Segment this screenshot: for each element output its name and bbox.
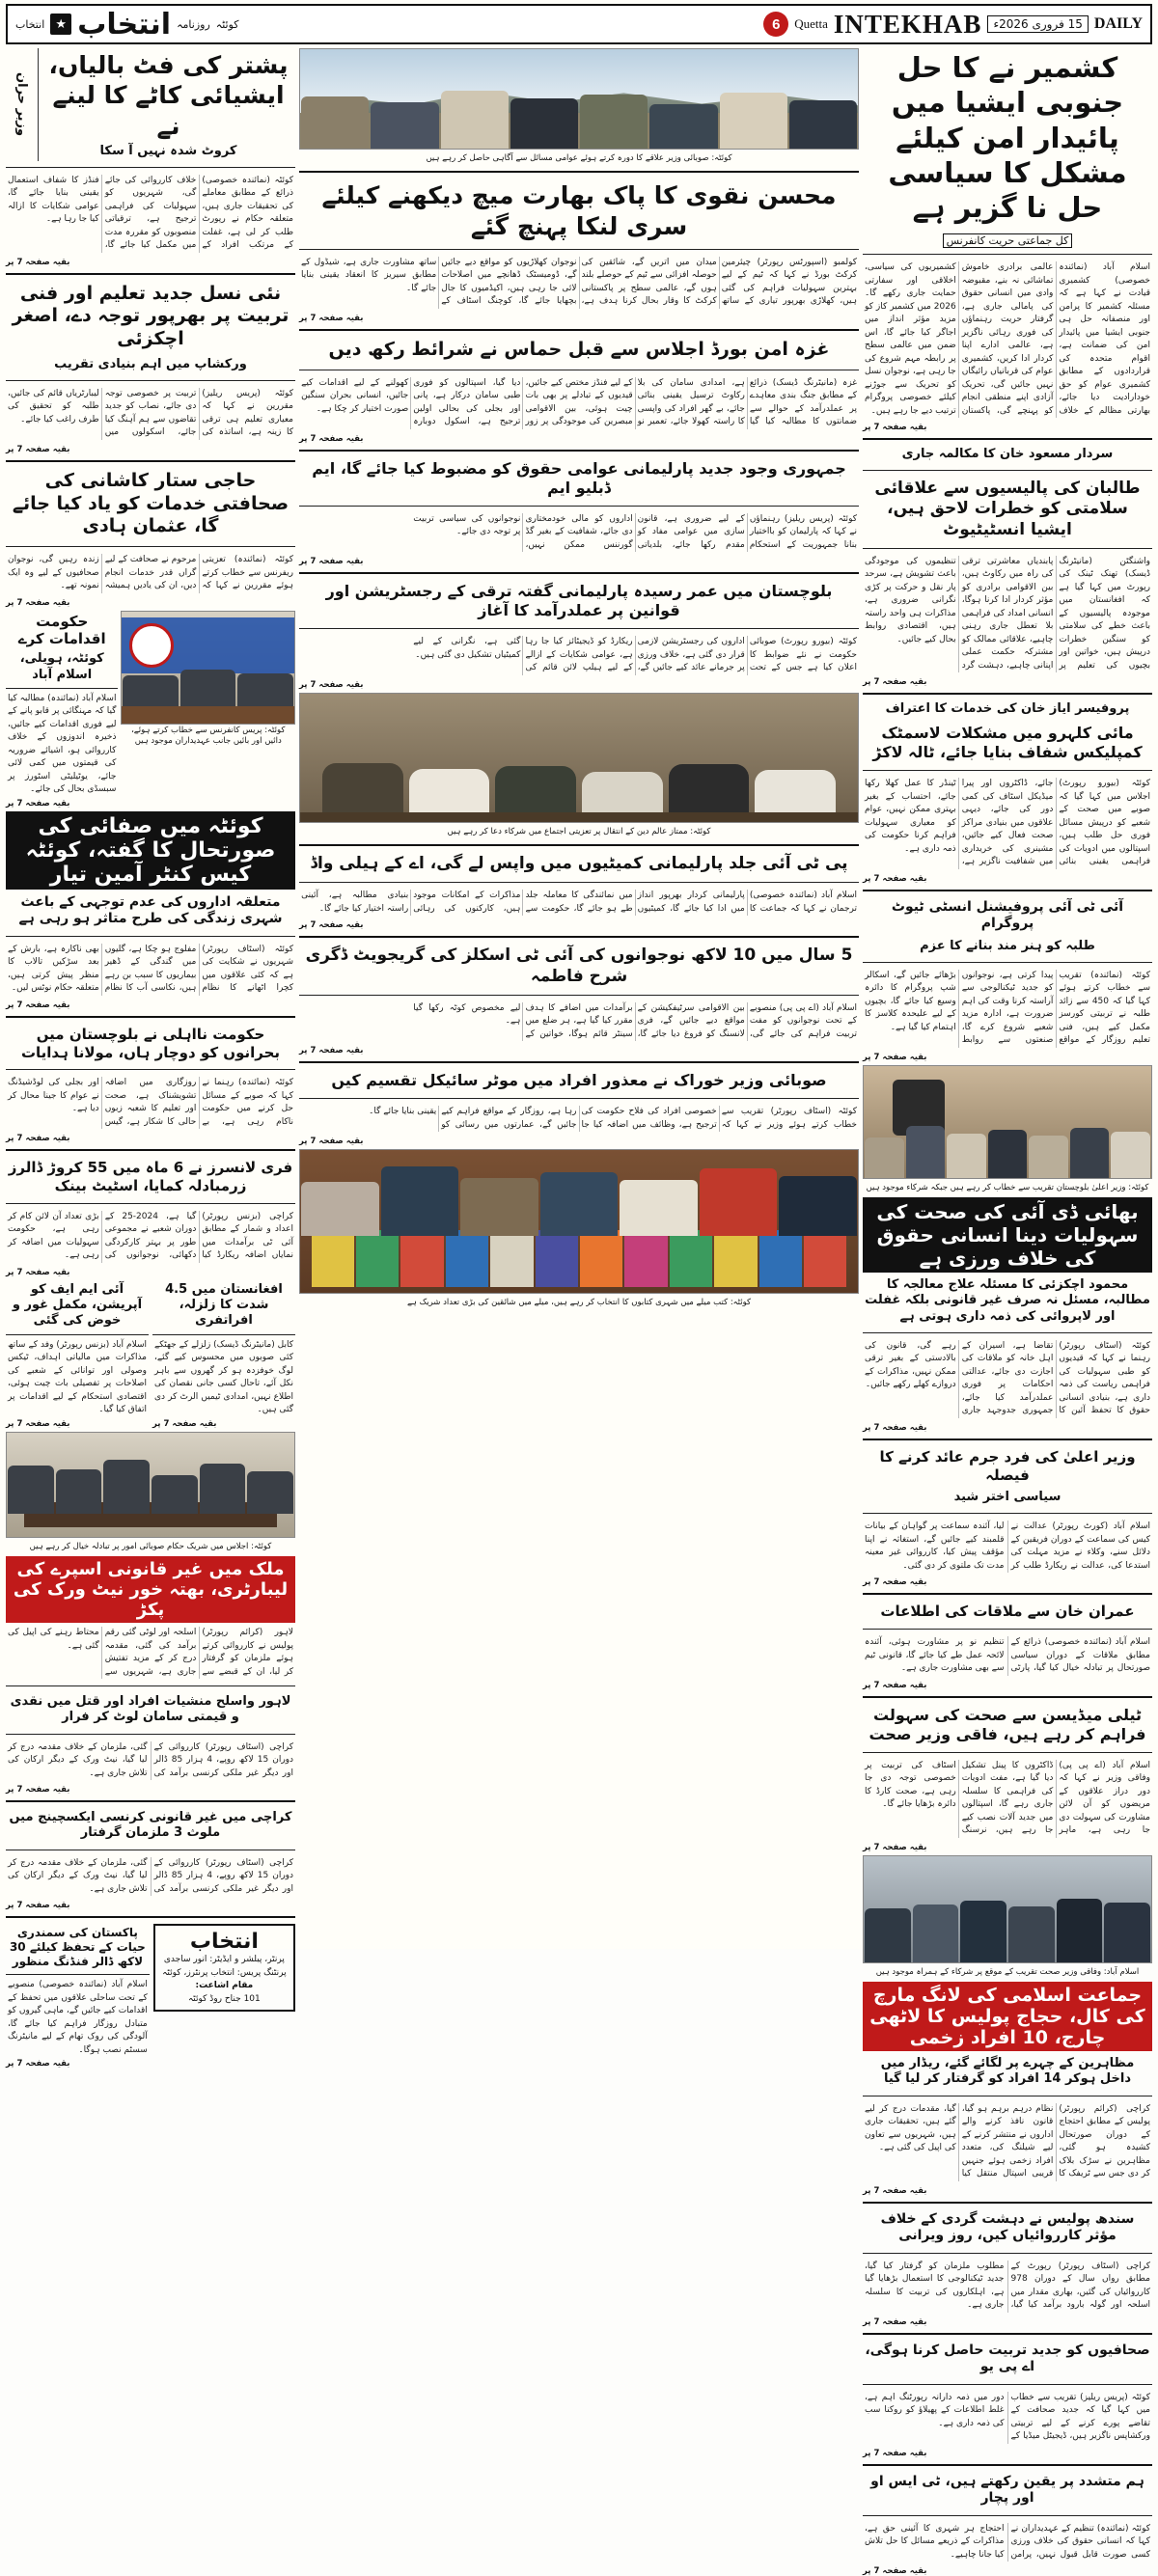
right-item4-body: کوئٹہ (نمائندہ) تقریب سے خطاب کرتے ہوئے کہا گیا کہ 450 سے زائد طلبہ نے تربیتی کورسز مکمل کیے ہیں، فنی تعلیم روزگار کے مواقع پیدا کرتی ہے، نوجوانوں کو جدید ٹیکنالوجی سے آراستہ کرنا وقت کی اہم ضرورت ہے، ادارہ مزید شعبے شروع کرے گا، صنعتوں سے روابط بڑھائے جائیں گے، اسکالر شپ پروگرام کا دائرہ وسیع کیا جائے گا، بچیوں کے لیے علیحدہ کلاسز کا اہتمام کیا گیا ہے۔ [865, 970, 1150, 1046]
center-item6-body: اسلام آباد (اے پی پی) منصوبے کے تحت نوجوانوں کو مفت تربیت فراہم کی جائے گی، بین الاقوامی سرٹیفکیشن کے مواقع دیے جائیں گے، فری لانسنگ کو فروغ دیا جائے گا، برآمدات میں اضافے کا ہدف مقرر کیا گیا ہے، ہر ضلع میں سینٹر قائم ہوگا، خواتین کے لیے مخصوص کوٹہ رکھا گیا ہے۔ [413, 1002, 857, 1039]
left-item2-headline: نئی نسل جدید تعلیم اور فنی تربیت پر بھرپور توجہ دے، اصغر اچکزئی [12, 282, 290, 350]
right-item2-body: واشنگٹن (مانیٹرنگ ڈیسک) تھنک ٹینک کی رپورٹ میں کہا گیا ہے کہ افغانستان میں موجودہ پالیسیوں کے باعث خطے کی سلامتی کو سنگین خطرات درپیش ہیں، خواتین اور بچیوں کی تعلیم پر پابندیاں معاشرتی ترقی کی راہ میں رکاوٹ ہیں، بین الاقوامی برادری کو مؤثر کردار ادا کرنا ہوگا، انسانی امداد کی فراہمی بلا تعطل جاری رہنی چاہیے، علاقائی ممالک کو مشترکہ حکمت عملی اپنانی چاہیے، دہشت گرد تنظیموں کی موجودگی باعث تشویش ہے، سرحد پار نقل و حرکت پر کڑی نگرانی ضروری ہے، مذاکرات ہی واحد راستہ ہیں، اقتصادی روابط بحال کیے جائیں۔ [865, 556, 1150, 671]
center-item5-tag: بقیہ صفحہ 7 پر [299, 920, 364, 931]
masthead-logo-urdu-small: انتخاب [15, 17, 45, 31]
masthead-urdu-title: انتخاب [77, 7, 172, 41]
left-lead-headline: پشتر کی فٹ بالیاں، ایشیائی کاٹے کا لینے نے [48, 51, 289, 140]
center-lead-body: کولمبو (اسپورٹس رپورٹر) چیئرمین کرکٹ بورڈ نے کہا کہ ٹیم کے لیے بہترین سہولیات فراہم کی گئی ہیں، کھلاڑی بھرپور تیاری کے ساتھ میدان میں اتریں گے، شائقین کی حوصلہ افزائی سے ٹیم کے حوصلے بلند ہوں گے، عالمی سطح پر پاکستانی کرکٹ کا وقار بحال کرنا ہدف ہے، نوجوان کھلاڑیوں کو مواقع دیے جائیں گے، ڈومیسٹک ڈھانچے میں اصلاحات لائی جا رہی ہیں، اکیڈمیوں کا جال بچھایا جائے گا، کوچنگ اسٹاف کے ساتھ مشاورت جاری ہے، شیڈول کے مطابق سیریز کا انعقاد یقینی بنایا جائے گا۔ [301, 257, 857, 307]
right-item3-tag: بقیہ صفحہ 7 پر [863, 873, 927, 884]
right-lead-headline: کشمیر نے کا حل جنوبی ایشیا میں پائیدار امن کیلئے مشکل کا سیاسی حل نا گزیر ہے [888, 51, 1127, 224]
center-item4-body: کوئٹہ (بیورو رپورٹ) صوبائی حکومت نے نئے ضوابط کا اعلان کیا ہے جس کے تحت اداروں کی رجسٹریشن لازمی قرار دی گئی ہے، خلاف ورزی پر جرمانے عائد کیے جائیں گے، ریکارڈ کو ڈیجیٹائز کیا جا رہا ہے، عوامی شکایات کے ازالے کے لیے ہیلپ لائن قائم کی گئی ہے، نگرانی کے لیے کمیٹیاں تشکیل دی گئی ہیں۔ [413, 637, 857, 673]
left-item11-body: کراچی (اسٹاف رپورٹر) کارروائی کے دوران 15 لاکھ روپے، 4 ہزار 85 ڈالر اور دیگر غیر ملکی کرنسی برآمد کی گئی، ملزمان کے خلاف مقدمہ درج کر لیا گیا، نیٹ ورک کے دیگر ارکان کی تلاش جاری ہے۔ [8, 1857, 294, 1894]
right-item3-headline: مائی کلہرو میں مشکلات لاسمٹک کمپلیکس شفاف بنایا جائے، ٹالہ لاکڑ [872, 724, 1143, 762]
left-item4-sub: کوئٹہ، ہویلی، اسلام آباد [19, 651, 104, 682]
center-item2-tag: بقیہ صفحہ 7 پر [299, 433, 364, 444]
left-item6-body: کوئٹہ (نمائندہ) رہنما نے کہا کہ صوبے کے مسائل حل کرنے میں حکومت ناکام رہی ہے، بے روزگاری میں اضافہ تشویشناک ہے، صحت اور تعلیم کا شعبہ زبوں حالی کا شکار ہے، گیس اور بجلی کی لوڈشیڈنگ نے عوام کا جینا محال کر دیا ہے۔ [8, 1078, 293, 1127]
left-item5-headline: متعلقہ اداروں کی عدم توجہی کے باعث شہری زندگی کی طرح متاثر ہو رہی ہے [18, 893, 283, 927]
left-photo2-caption: کوئٹہ: اجلاس میں شریک حکام صوبائی امور پر تبادلہ خیال کر رہے ہیں [29, 1541, 272, 1551]
right-item12-tag: بقیہ صفحہ 7 پر [863, 2566, 927, 2576]
left-item9-tag: بقیہ صفحہ 7 پر [6, 1418, 70, 1429]
center-item5-body: اسلام آباد (نمائندہ خصوصی) ترجمان نے کہا کہ جماعت کا پارلیمانی کردار بھرپور انداز میں ادا کیا جائے گا، کمیٹیوں میں نمائندگی کا معاملہ جلد طے ہو جائے گا، حکومت سے مذاکرات کے امکانات موجود ہیں، کارکنوں کی رہائی بنیادی مطالبہ ہے، آئینی راستہ اختیار کیا جائے گا۔ [301, 891, 857, 914]
right-item2-headline: طالبان کی پالیسیوں سے علاقائی سلامتی کو خطرات لاحق ہیں، ایشیا انسٹیٹیوٹ [874, 479, 1141, 539]
masthead-english-title: INTEKHAB [833, 9, 982, 39]
right-item5-tag: بقیہ صفحہ 7 پر [863, 1422, 927, 1433]
right-item6-tag: بقیہ صفحہ 7 پر [863, 1577, 927, 1588]
right-item11-body: کوئٹہ (پریس ریلیز) تقریب سے خطاب میں کہا گیا کہ جدید صحافت کے تقاضے پورے کرنے کے لیے تربیتی ورکشاپس ناگزیر ہیں، ڈیجیٹل میڈیا کے دور میں ذمہ دارانہ رپورٹنگ اہم ہے، غلط اطلاعات کے پھیلاؤ کو روکنا سب کی ذمہ داری ہے۔ [865, 2392, 1150, 2441]
center-item2-headline: غزہ امن بورڈ اجلاس سے قبل حماس نے شرائط رکھ دیں [328, 338, 830, 360]
left-item5-tag: بقیہ صفحہ 7 پر [6, 1000, 70, 1010]
left-item10-headline: لاہور واسلح منشیات افراد اور قتل میں نقدی و قیمتی سامان لوٹ کر فرار [10, 1694, 291, 1725]
right-item2-tag: بقیہ صفحہ 7 پر [863, 677, 927, 688]
left-item2-sub: ورکشاپ میں اہم بنیادی تقریب [54, 356, 247, 371]
left-item7-tag: بقیہ صفحہ 7 پر [6, 1267, 70, 1277]
right-band-headline: بھائی ڈی آئی کی صحت کی سہولیات دینا انسانی حقوق کی خلاف ورزی ہے [863, 1197, 1152, 1273]
center-item3-tag: بقیہ صفحہ 7 پر [299, 557, 364, 567]
page-number-badge: 6 [763, 12, 788, 37]
left-item8-headline: افغانستان میں 4.5 شدت کا زلزلہ، افراتفری [165, 1281, 283, 1329]
left-item10-body: کراچی (اسٹاف رپورٹر) کارروائی کے دوران 15 لاکھ روپے، 4 ہزار 85 ڈالر اور دیگر غیر ملکی کرنسی برآمد کی گئی، ملزمان کے خلاف مقدمہ درج کر لیا گیا، نیٹ ورک کے دیگر ارکان کی تلاش جاری ہے۔ [8, 1741, 294, 1778]
left-item5-body: کوئٹہ (اسٹاف رپورٹر) شہریوں نے شکایت کی ہے کہ کئی علاقوں میں کچرا اٹھانے کا نظام مفلوج ہو چکا ہے، گلیوں میں گندگی کے ڈھیر بیماریوں کا سبب بن رہے ہیں، نکاسی آب کا نظام بھی ناکارہ ہے، بارش کے بعد سڑکیں تالاب کا منظر پیش کرتی ہیں، متعلقہ حکام نوٹس لیں۔ [8, 944, 293, 994]
right-item9-body: کراچی (کرائم رپورٹر) پولیس کے مطابق احتجاج کے دوران صورتحال کشیدہ ہو گئی، مظاہرین نے سڑک بلاک کر دی جس سے ٹریفک کا نظام درہم برہم ہو گیا، قانون نافذ کرنے والے اداروں نے منتشر کرنے کے لیے شیلنگ کی، متعدد افراد زخمی ہوئے جنہیں قریبی اسپتال منتقل کیا گیا، مقدمات درج کر لیے گئے ہیں، تحقیقات جاری ہیں، شہریوں سے تعاون کی اپیل کی گئی ہے۔ [865, 2103, 1150, 2179]
left-band2-lead-body: لاہور (کرائم رپورٹر) پولیس نے کارروائی کرتے ہوئے ملزمان کو گرفتار کر لیا، ان کے قبضے سے اسلحہ اور لوٹی گئی رقم برآمد کی گئی، مقدمہ درج کر کے مزید تفتیش جاری ہے، شہریوں سے محتاط رہنے کی اپیل کی گئی ہے۔ [8, 1628, 293, 1677]
left-item7-body: کراچی (بزنس رپورٹر) اعداد و شمار کے مطابق آئی ٹی برآمدات میں نمایاں اضافہ ریکارڈ کیا گیا ہے، 2024-25 کے دوران شعبے نے مجموعی طور پر بہتر کارکردگی دکھائی، نوجوانوں کی بڑی تعداد آن لائن کام کر رہی ہے، حکومت سہولیات میں اضافہ کر رہی ہے۔ [8, 1211, 293, 1261]
left-item3-headline: حاجی ستار کاشانی کی صحافتی خدمات کو یاد کیا جائے گا، عثمان ہادی [12, 469, 290, 537]
left-photo-meeting [6, 1432, 295, 1538]
star-icon: ★ [50, 14, 71, 35]
right-lead-kicker: کل جماعتی حریت کانفرنس [943, 233, 1073, 248]
right-item3-sub: پروفیسر ایاز خان کی خدمات کا اعتراف [885, 701, 1130, 717]
center-photo-gathering [299, 693, 859, 823]
left-item2-body: کوئٹہ (پریس ریلیز) مقررین نے کہا کہ معیاری تعلیم ہی ترقی کا زینہ ہے، اساتذہ کی تربیت پر خصوصی توجہ دی جائے، نصاب کو جدید تقاضوں سے ہم آہنگ کیا جائے، اسکولوں میں لیبارٹریاں قائم کی جائیں، طلبہ کو تحقیق کی طرف راغب کیا جائے۔ [8, 388, 293, 438]
left-item7-headline: فری لانسرز نے 6 ماہ میں 55 کروڑ ڈالرز زرمبادلہ کمایا، اسٹیٹ بینک [8, 1159, 293, 1195]
column-left [6, 48, 295, 2576]
masthead-city-urdu: کوئٹہ [215, 17, 239, 31]
center-item4-headline: بلوچستان میں عمر رسیدہ پارلیمانی گفتہ ترقی کے رجسٹریشن اور قوانین پر عملدرآمد کا آغاز [325, 582, 833, 620]
right-item8-headline: ٹیلی میڈیسن سے صحت کی سہولت فراہم کر رہے ہیں، فاقی وزیر صحت [868, 1705, 1146, 1743]
left-item3-tag: بقیہ صفحہ 7 پر [6, 597, 70, 608]
masthead [6, 4, 1152, 44]
masthead-right-block [15, 8, 239, 41]
center-item4-tag: بقیہ صفحہ 7 پر [299, 679, 364, 690]
center-photo2-caption: کوئٹہ: ممتاز عالم دین کے انتقال پر تعزیتی اجتماع میں شرکاء دعا کر رہے ہیں [447, 826, 711, 836]
masthead-city-en: Quetta [794, 16, 828, 31]
right-item5-headline: محمود اچکزئی کا مسئلہ علاج معالجہ کا مطالبہ، مسئل نہ صرف غیر قانونی بلکہ غفلت اور لاپروائی کی ذمہ داری ہوتی ہے [865, 1277, 1150, 1324]
left-item9-body: اسلام آباد (بزنس رپورٹر) وفد کے ساتھ مذاکرات میں مالیاتی اہداف، ٹیکس وصولی اور توانائی کے شعبے کی اصلاحات پر تفصیلی بات چیت ہوئی، اقتصادی استحکام کے لیے اقدامات پر اتفاق کیا گیا۔ [8, 1339, 147, 1415]
right-item5-body: کوئٹہ (اسٹاف رپورٹر) رہنما نے کہا کہ قیدیوں کو طبی سہولیات کی فراہمی ریاست کی ذمہ داری ہے، بنیادی انسانی حقوق کا تحفظ آئین کا تقاضا ہے، اسیران کے اہل خانہ کو ملاقات کی اجازت دی جائے، عدالتی احکامات پر فوری عملدرآمد کیا جائے، جمہوری جدوجہد جاری رہے گی، قانون کی بالادستی کے بغیر ترقی ممکن نہیں، مذاکرات کے دروازے کھلے رکھے جائیں۔ [865, 1340, 1150, 1416]
right-item6-sub: سیاسی اختر شید [953, 1490, 1062, 1505]
center-item3-body: کوئٹہ (پریس ریلیز) رہنماؤں نے کہا کہ پارلیمان کو بااختیار بنانا جمہوریت کے استحکام کے لیے ضروری ہے، قانون سازی میں عوامی مفاد کو مقدم رکھا جائے، بلدیاتی اداروں کو مالی خودمختاری دی جائے، شفافیت کے بغیر گڈ گورننس ممکن نہیں، نوجوانوں کی سیاسی تربیت پر توجہ دی جائے۔ [413, 513, 857, 550]
left-item9-headline: آئی ایم ایف کو آپریشن، مکمل غور و خوض کی گئی [12, 1281, 143, 1329]
right-item4-headline: آئی ٹی آئی پروفیشنل انسٹی ٹیوٹ پروگرام [891, 898, 1124, 932]
imprint-line-4: 101 جناح روڈ کوئٹہ [188, 1993, 261, 2004]
center-item7-headline: صوبائی وزیر خوراک نے معذور افراد میں موٹر سائیکل تقسیم کیں [331, 1071, 827, 1090]
left-photo-press-conference [121, 611, 295, 725]
publication-date: 15 فروری 2026ء [987, 15, 1088, 33]
right-item10-tag: بقیہ صفحہ 7 پر [863, 2316, 927, 2327]
center-photo3-caption: کوئٹہ: کتب میلے میں شہری کتابوں کا انتخاب کر رہے ہیں، میلے میں شائقین کی بڑی تعداد شریک ہے [406, 1298, 752, 1308]
right-item6-body: اسلام آباد (کورٹ رپورٹر) عدالت نے کیس کی سماعت کے دوران فریقین کے دلائل سنے، وکلاء نے مزید مہلت کی استدعا کی، عدالت نے ریکارڈ طلب کر لیا، آئندہ سماعت پر گواہان کے بیانات قلمبند کیے جائیں گے، استغاثہ نے اپنا مؤقف پیش کیا، کارروائی غیر معینہ مدت تک ملتوی کر دی گئی۔ [865, 1521, 1150, 1571]
right-photo-ceremony [863, 1065, 1152, 1179]
daily-label: DAILY [1093, 15, 1143, 32]
right-item2-sub: سردار مسعود خان کا مکالمہ جاری [901, 447, 1114, 462]
left-item6-headline: حکومت نااہلی نے بلوچستان میں بحرانوں کو دوچار ہاں، مولانا ہدایات [20, 1025, 281, 1061]
page-grid [6, 48, 1152, 2576]
left-item8-body: کابل (مانیٹرنگ ڈیسک) زلزلے کے جھٹکے کئی صوبوں میں محسوس کیے گئے، لوگ خوفزدہ ہو کر گھروں سے باہر نکل آئے، تاحال کسی جانی نقصان کی اطلاع نہیں، امدادی ٹیمیں الرٹ کر دی گئی ہیں۔ [154, 1339, 293, 1415]
column-center [299, 48, 859, 2576]
left-lead-body: کوئٹہ (نمائندہ خصوصی) ذرائع کے مطابق معاملے کی تحقیقات جاری ہیں، متعلقہ حکام نے رپورٹ طلب کر لی ہے، غفلت کے مرتکب افراد کے خلاف کارروائی کی جائے گی، شہریوں کو سہولیات کی فراہمی ترجیح ہے، ترقیاتی منصوبوں کو مقررہ مدت میں مکمل کیا جائے گا، فنڈز کا شفاف استعمال یقینی بنایا جائے گا، عوامی شکایات کا ازالہ کیا جا رہا ہے۔ [8, 175, 293, 251]
left-item6-tag: بقیہ صفحہ 7 پر [6, 1134, 70, 1144]
right-item6-headline: وزیر اعلیٰ کی فرد جرم عائد کرنے کا فیصلہ [879, 1447, 1136, 1484]
right-item12-headline: ہم متشدد پر یقین رکھتے ہیں، ٹی ایس او اور پچار [870, 2473, 1144, 2506]
center-item6-tag: بقیہ صفحہ 7 پر [299, 1046, 364, 1056]
center-item6-headline: 5 سال میں 10 لاکھ نوجوانوں کی آئی ٹی اسکلز کی گریجویٹ ڈگری شرح فاطمہ [305, 945, 853, 986]
left-item11-tag: بقیہ صفحہ 7 پر [6, 1901, 70, 1911]
right-item7-headline: عمران خان سے ملاقات کی اطلاعات [880, 1603, 1135, 1621]
center-item5-headline: پی ٹی آئی جلد پارلیمانی کمیٹیوں میں واپس لے گی، اے کے ہیلی واڈ [310, 854, 848, 874]
imprint-line-3: مقام اشاعت: [195, 1981, 254, 1991]
right-item8-tag: بقیہ صفحہ 7 پر [863, 1842, 927, 1852]
left-item12-body: اسلام آباد (نمائندہ خصوصی) منصوبے کے تحت ساحلی علاقوں میں تحفظ کے اقدامات کیے جائیں گے، ماہی گیروں کو متبادل روزگار فراہم کیا جائے گا، آلودگی کی روک تھام کے لیے مانیٹرنگ سسٹم نصب ہوگا۔ [8, 1980, 148, 2055]
left-item10-tag: بقیہ صفحہ 7 پر [6, 1785, 70, 1795]
center-photo-bookfair [299, 1149, 859, 1294]
center-lead-tag: بقیہ صفحہ 7 پر [299, 313, 364, 323]
left-item4-tag: بقیہ صفحہ 7 پر [6, 798, 70, 808]
center-photo-field-visit [299, 48, 859, 150]
left-lead-tag: بقیہ صفحہ 7 پر [6, 257, 70, 267]
right-item9-tag: بقیہ صفحہ 7 پر [863, 2185, 927, 2196]
left-photo-caption: کوئٹہ: پریس کانفرنس سے خطاب کرتے ہوئے، دائیں اور بائیں جانب عہدیداران موجود ہیں [131, 725, 286, 746]
imprint-box [153, 1924, 295, 2012]
right-item10-headline: سندھ پولیس نے دہشت گردی کے خلاف مؤثر کارروائیاں کیں، روز ویرانی [880, 2210, 1135, 2243]
right-item11-headline: صحافیوں کو جدید تربیت حاصل کرنا ہوگی، اے پی یو [865, 2342, 1150, 2374]
left-lead-vertical-label: وزیر حران [14, 72, 29, 137]
left-item2-tag: بقیہ صفحہ 7 پر [6, 444, 70, 454]
right-lead-tag: بقیہ صفحہ 7 پر [863, 423, 927, 433]
center-photo-caption: کوئٹہ: صوبائی وزیر علاقے کا دورہ کرتے ہوئے عوامی مسائل سے آگاہی حاصل کر رہے ہیں [426, 153, 732, 163]
imprint-line-1: پرنٹر، پبلشر و ایڈیٹر: انور ساجدی [163, 1955, 285, 1965]
right-lead-body: اسلام آباد (نمائندہ خصوصی) کشمیری قیادت نے کہا ہے کہ مسئلہ کشمیر کا پرامن اور منصفانہ حل ہی جنوبی ایشیا میں پائیدار امن کی ضمانت ہے، اقوام متحدہ کی قراردادوں کے مطابق کشمیری عوام کو حق خودارادیت دیا جائے، بھارتی مظالم کے خلاف عالمی برادری خاموش تماشائی نہ بنے، مقبوضہ وادی میں انسانی حقوق کی پامالی جاری ہے، گرفتار حریت رہنماؤں کی فوری رہائی ناگزیر ہے، عالمی ادارے اپنا کردار ادا کریں، کشمیری عوام کی قربانیاں رائیگاں نہیں جائیں گی، تحریک آزادی اپنے منطقی انجام کو پہنچے گی، پاکستان کشمیریوں کی سیاسی، اخلاقی اور سفارتی حمایت جاری رکھے گا۔ 2026 میں کشمیر کاز کو مزید مؤثر انداز میں اجاگر کیا جائے گا، اس ضمن میں عالمی سطح پر رابطہ مہم شروع کی جا رہی ہے، نوجوان نسل کو تحریک سے جوڑنے کیلئے خصوصی پروگرام ترتیب دیے جا رہے ہیں۔ [865, 262, 1150, 416]
right-item7-body: اسلام آباد (نمائندہ خصوصی) ذرائع کے مطابق ملاقات کے دوران سیاسی صورتحال پر تبادلہ خیال کیا گیا، پارٹی تنظیم نو پر مشاورت ہوئی، آئندہ لائحہ عمل طے کیا جائے گا، قانونی ٹیم سے بھی مشاورت جاری ہے۔ [865, 1637, 1150, 1674]
left-lead-sub: کروٹ شدہ نہیں آ سکا [99, 143, 237, 158]
center-item7-tag: بقیہ صفحہ 7 پر [299, 1137, 364, 1147]
right-photo2-caption: اسلام آباد: وفاقی وزیر صحت تقریب کے موقع پر شرکاء کے ہمراہ موجود ہیں [875, 1966, 1140, 1977]
left-item8-tag: بقیہ صفحہ 7 پر [152, 1418, 217, 1429]
left-band2-headline: ملک میں غیر قانونی اسپرے کی لیبارٹری، بھتہ خور نیٹ ورک کی پکڑ [6, 1556, 295, 1623]
center-item7-body: کوئٹہ (اسٹاف رپورٹر) تقریب سے خطاب کرتے ہوئے وزیر نے کہا کہ خصوصی افراد کی فلاح حکومت کی ترجیح ہے، وظائف میں اضافہ کیا جا رہا ہے، روزگار کے مواقع فراہم کیے جائیں گے، عمارتوں میں رسائی کو یقینی بنایا جائے گا۔ [369, 1107, 857, 1130]
right-item11-tag: بقیہ صفحہ 7 پر [863, 2448, 927, 2458]
left-item11-headline: کراچی میں غیر قانونی کرنسی ایکسچینج میں ملوث 3 ملزمان گرفتار [9, 1810, 292, 1841]
right-item10-body: کراچی (اسٹاف رپورٹر) رپورٹ کے مطابق رواں سال کے دوران 978 کارروائیاں کی گئیں، بھاری مقدار میں اسلحہ اور گولہ بارود برآمد کیا گیا، مطلوب ملزمان کو گرفتار کیا گیا، جدید ٹیکنالوجی کا استعمال بڑھایا گیا ہے، اہلکاروں کی تربیت کا سلسلہ جاری ہے۔ [865, 2261, 1150, 2310]
masthead-left-block [763, 10, 1143, 40]
right-item7-tag: بقیہ صفحہ 7 پر [863, 1680, 927, 1690]
right-item8-body: اسلام آباد (اے پی پی) وفاقی وزیر نے کہا کہ دور دراز علاقوں کے مریضوں کو آن لائن مشاورت کی سہولت دی جا رہی ہے، ماہر ڈاکٹروں کا پینل تشکیل دیا گیا ہے، مفت ادویات کی فراہمی کا سلسلہ جاری رہے گا، اسپتالوں میں جدید آلات نصب کیے جا رہے ہیں، نرسنگ اسٹاف کی تربیت پر خصوصی توجہ دی جا رہی ہے، صحت کارڈ کا دائرہ بڑھایا جائے گا۔ [865, 1760, 1150, 1836]
masthead-kicker-urdu: روزنامہ [177, 17, 210, 31]
center-item2-body: غزہ (مانیٹرنگ ڈیسک) ذرائع کے مطابق جنگ بندی معاہدے پر عملدرآمد کے حوالے سے ضمانتوں کا مطالبہ کیا گیا ہے، امدادی سامان کی بلا رکاوٹ ترسیل یقینی بنائی جائے، بے گھر افراد کی واپسی کا راستہ کھولا جائے، تعمیر نو کے لیے فنڈز مختص کیے جائیں، قیدیوں کے تبادلے پر بھی بات چیت ہوئی، بین الاقوامی مبصرین کی موجودگی پر زور دیا گیا، اسپتالوں کو فوری طبی سامان درکار ہے، پانی اور بجلی کی بحالی اولین ترجیح ہے، اسکول دوبارہ کھولنے کے لیے اقدامات کیے جائیں، انسانی بحران سنگین صورت اختیار کر چکا ہے۔ [301, 377, 857, 427]
left-item4-body: اسلام آباد (نمائندہ) مطالبہ کیا گیا کہ مہنگائی پر قابو پانے کے لیے فوری اقدامات کیے جائیں، ذخیرہ اندوزوں کے خلاف کارروائی ہو، اشیائے ضروریہ کی قیمتوں میں کمی لائی جائے، یوٹیلیٹی اسٹورز پر سبسڈی بحال کی جائے۔ [8, 693, 117, 795]
left-item12-headline: پاکستان کی سمندری حیات کے تحفظ کیلئے 30 لاکھ ڈالر فنڈنگ منظور [9, 1926, 146, 1969]
right-item12-body: کوئٹہ (نمائندہ) تنظیم کے عہدیداران نے کہا کہ انسانی حقوق کی خلاف ورزی کسی صورت قابل قبول نہیں، پرامن احتجاج ہر شہری کا آئینی حق ہے، مذاکرات کے ذریعے مسائل کا حل تلاش کیا جانا چاہیے۔ [865, 2523, 1150, 2560]
right-band2-headline: جماعت اسلامی کی لانگ مارچ کی کال، حجاج پولیس کا لاٹھی چارج، 10 افراد زخمی [863, 1982, 1152, 2051]
column-right [863, 48, 1152, 2576]
right-item9-headline: مظاہرین کے چہرے پر لگائے گئے، ریڈار میں داخل ہوکر 14 افراد کو گرفتار کر لیا گیا [880, 2056, 1135, 2087]
left-item12-tag: بقیہ صفحہ 7 پر [6, 2059, 70, 2069]
right-item3-body: کوئٹہ (بیورو رپورٹ) اجلاس میں کہا گیا کہ صوبے میں صحت کے شعبے کو درپیش مسائل فوری حل طلب ہیں، اسپتالوں میں ادویات کی فراہمی یقینی بنائی جائے، ڈاکٹروں اور پیرا میڈیکل اسٹاف کی کمی دور کی جائے، دیہی علاقوں میں بنیادی مراکز صحت فعال کیے جائیں، مشینری کی خریداری میں شفافیت ناگزیر ہے، ٹینڈر کا عمل کھلا رکھا جائے، احتساب کے بغیر بہتری ممکن نہیں، عوام کو معیاری سہولیات فراہم کرنا حکومت کی ذمہ داری ہے۔ [865, 779, 1150, 867]
right-item4-tag: بقیہ صفحہ 7 پر [863, 1052, 927, 1062]
imprint-line-2: پرنٹنگ پریس: انتخاب پرنٹرز، کوئٹہ [162, 1967, 287, 1978]
imprint-logo: انتخاب [189, 1930, 259, 1955]
left-item4-headline: حکومت اقدامات کرے [17, 612, 106, 648]
right-item4-sub: طلبہ کو ہنر مند بنانے کا عزم [920, 938, 1095, 953]
left-item3-body: کوئٹہ (نمائندہ) تعزیتی ریفرنس سے خطاب کرتے ہوئے مقررین نے کہا کہ مرحوم نے صحافت کے لیے گراں قدر خدمات انجام دیں، ان کی یادیں ہمیشہ زندہ رہیں گی، نوجوان صحافیوں کے لیے وہ ایک نمونہ تھے۔ [8, 555, 293, 591]
center-lead-headline: محسن نقوی کا پاک بھارت میچ دیکھنے کیلئے سری لنکا پہنچ گئے [321, 181, 837, 240]
right-photo-caption: کوئٹہ: وزیر اعلیٰ بلوچستان تقریب سے خطاب کر رہے ہیں جبکہ شرکاء موجود ہیں [866, 1182, 1149, 1192]
center-item3-headline: جمہوری وجود جدید پارلیمانی عوامی حقوق کو مضبوط کیا جائے گا، ایم ڈبلیو ایم [312, 458, 846, 497]
right-photo-officials [863, 1855, 1152, 1963]
left-band-headline: کوئٹہ میں صفائی کی صورتحال کا گفتہ، کوئٹہ کیس کنٹر آمین تیار [6, 811, 295, 890]
